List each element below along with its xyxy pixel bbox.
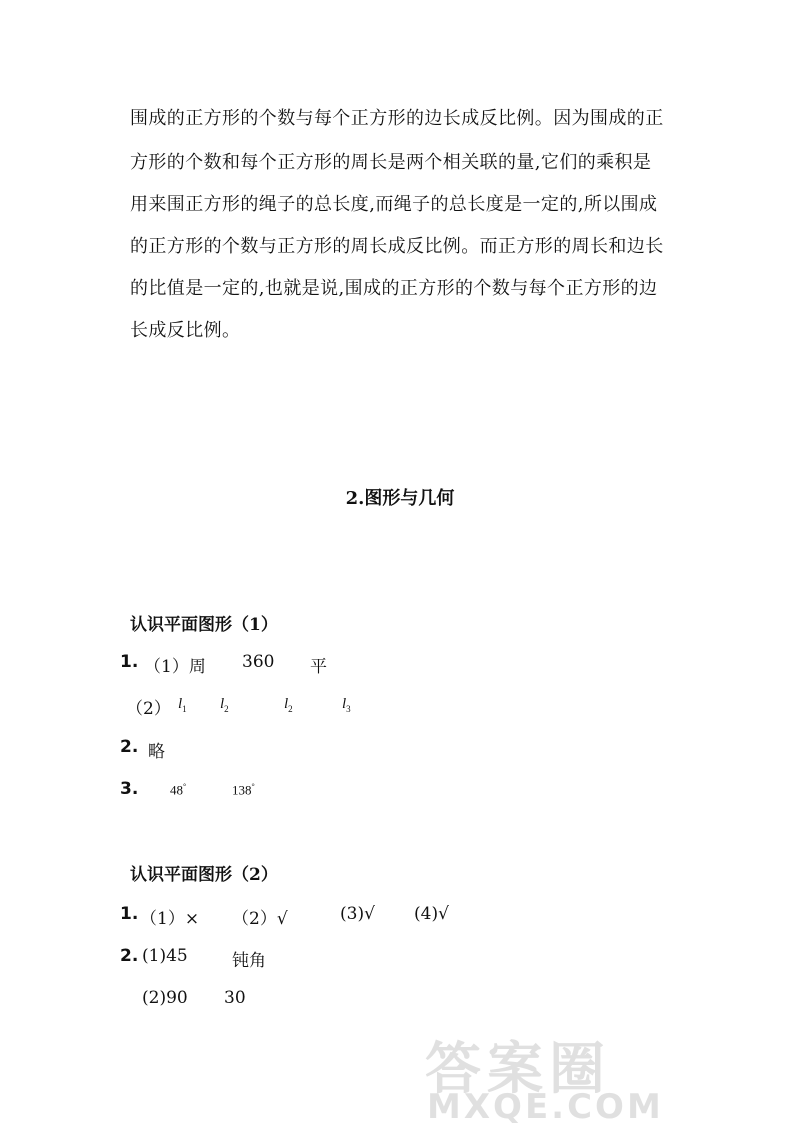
angle-answer: 48° [170,782,187,798]
question-number: 2. [120,946,139,966]
section-title: 认识平面图形（1） [130,615,278,635]
answer-text: 平 [310,657,327,677]
answer-text: 略 [148,742,165,762]
section-title: 认识平面图形（2） [130,865,278,885]
answer-row-1-2 [120,694,420,718]
line-label: $l_3$ [342,696,351,714]
answer-row-2 [120,946,420,970]
answer-text: （1）× [140,909,200,929]
answer-row-2 [120,737,420,761]
answer-text: (1)45 [142,946,188,966]
answer-text: (3)√ [340,904,375,924]
answer-text: （2）√ [232,909,288,929]
watermark-logo [425,1025,790,1125]
paragraph-line: 长成反比例。 [130,320,241,341]
answer-text: 360 [242,652,275,672]
answer-text: (4)√ [414,904,449,924]
paragraph-line: 方形的个数和每个正方形的周长是两个相关联的量,它们的乘积是 [130,152,652,173]
answer-text: （2） [126,699,171,719]
line-label: $l_1$ [178,696,187,714]
answer-text: （1）周 [144,657,206,677]
answer-row-1 [120,904,520,928]
chapter-title: 2.图形与几何 [345,488,455,509]
watermark-text: 答案圈 [425,1037,611,1102]
question-number: 3. [120,779,139,799]
question-number: 1. [120,652,139,672]
question-number: 1. [120,904,139,924]
paragraph-line: 的比值是一定的,也就是说,围成的正方形的个数与每个正方形的边 [130,278,658,299]
line-label: $l_2$ [220,696,229,714]
answer-text: (2)90 [142,988,188,1008]
line-label: $l_2$ [284,696,293,714]
angle-answer: 138° [232,782,255,798]
answer-row-2-2 [120,988,420,1012]
answer-text: 钝角 [232,951,266,971]
question-number: 2. [120,737,139,757]
paragraph-line: 用来围正方形的绳子的总长度,而绳子的总长度是一定的,所以围成 [130,194,658,215]
watermark-url: MXQE.COM [427,1087,664,1127]
paragraph-line: 的正方形的个数与正方形的周长成反比例。而正方形的周长和边长 [130,236,664,257]
answer-text: 30 [224,988,246,1008]
paragraph-line: 围成的正方形的个数与每个正方形的边长成反比例。因为围成的正 [130,108,664,129]
answer-row-1 [120,652,420,676]
answer-row-3 [120,779,420,803]
